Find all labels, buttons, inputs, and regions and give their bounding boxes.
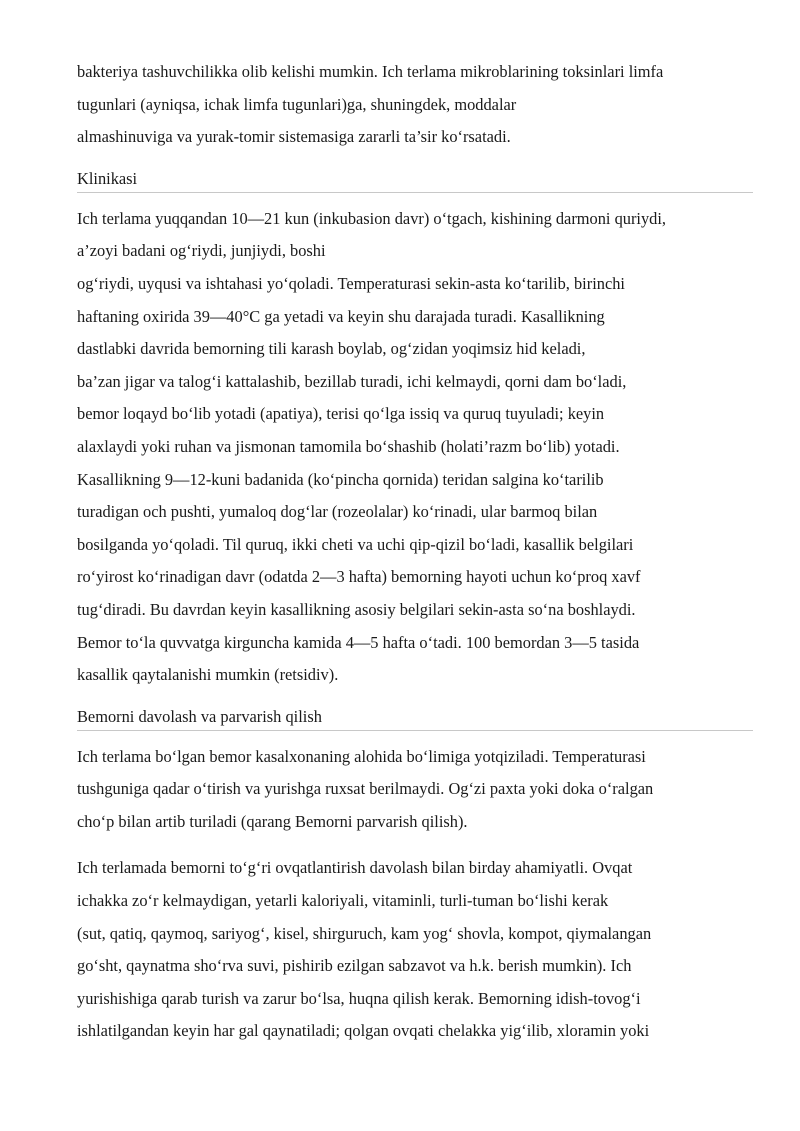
text-line: a’zoyi badani og‘riydi, junjiydi, boshi [77,241,326,261]
text-line: ro‘yirost ko‘rinadigan davr (odatda 2—3 hafta) bemorning hayoti uchun ko‘proq xavf [77,567,641,587]
text-line: cho‘p bilan artib turiladi (qarang Bemorni parvarish qilish). [77,811,468,831]
text-line: kasallik qaytalanishi mumkin (retsidiv). [77,665,339,685]
text-line: haftaning oxirida 39—40°C ga yetadi va keyin shu darajada turadi. Kasallikning [77,306,605,326]
text-line: turadigan och pushti, yumaloq dog‘lar (rozeolalar) ko‘rinadi, ular barmoq bilan [77,502,598,522]
text-line: Ich terlama yuqqandan 10—21 kun (inkubasion davr) o‘tgach, kishining darmoni quriydi, [77,208,667,228]
text-line: og‘riydi, uyqusi va ishtahasi yo‘qoladi. Temperaturasi sekin-asta ko‘tarilib, birinchi [77,273,625,293]
klinikasi-paragraph [77,203,753,692]
text-line: bemor loqayd bo‘lib yotadi (apatiya), terisi qo‘lga issiq va quruq tuyuladi; keyin [77,404,605,424]
text-line: ichakka zo‘r kelmaydigan, yetarli kaloriyali, vitaminli, turli-tuman bo‘lishi kerak [77,891,609,911]
text-line: Bemor to‘la quvvatga kirguncha kamida 4—5 hafta o‘tadi. 100 bemordan 3—5 tasida [77,632,640,652]
text-line: alaxlaydi yoki ruhan va jismonan tamomila bo‘shashib (holati’razm bo‘lib) yotadi. [77,436,620,456]
text-line: ba’zan jigar va talog‘i kattalashib, bezillab turadi, ichi kelmaydi, qorni dam bo‘ladi, [77,371,627,391]
text-line: tugunlari (ayniqsa, ichak limfa tugunlari)ga, shuningdek, moddalar [77,94,517,114]
text-line: go‘sht, qaynatma sho‘rva suvi, pishirib ezilgan sabzavot va h.k. berish mumkin). Ich [77,956,632,976]
text-line: Kasallikning 9—12-kuni badanida (ko‘pincha qornida) teridan salgina ko‘tarilib [77,469,604,489]
text-line: (sut, qatiq, qaymoq, sariyog‘, kisel, shirguruch, kam yog‘ shovla, kompot, qiymalangan [77,923,652,943]
davolash-paragraph-1 [77,741,753,839]
text-line: yurishishiga qarab turish va zarur bo‘lsa, huqna qilish kerak. Bemorning idish-tovog‘i [77,988,641,1008]
text-line: dastlabki davrida bemorning tili karash boylab, og‘zidan yoqimsiz hid keladi, [77,339,586,359]
text-line: tug‘diradi. Bu davrdan keyin kasallikning asosiy belgilari sekin-asta so‘na boshlaydi. [77,599,636,619]
text-line: bakteriya tashuvchilikka olib kelishi mumkin. Ich terlama mikroblarining toksinlari limfa [77,62,664,81]
text-line: Ich terlamada bemorni to‘g‘ri ovqatlantirish davolash bilan birday ahamiyatli. Ovqat [77,858,633,878]
section-heading-klinikasi: Klinikasi [77,168,753,193]
text-line: tushguniga qadar o‘tirish va yurishga ruxsat berilmaydi. Og‘zi paxta yoki doka o‘ralgan [77,779,654,799]
intro-paragraph [77,56,753,154]
text-line: ishlatilgandan keyin har gal qaynatiladi; qolgan ovqati chelakka yig‘ilib, xloramin yoki [77,1021,650,1041]
section-heading-davolash: Bemorni davolash va parvarish qilish [77,706,753,731]
text-line: bosilganda yo‘qoladi. Til quruq, ikki cheti va uchi qip-qizil bo‘ladi, kasallik belgilari [77,534,634,554]
document-page [77,56,753,1062]
text-line: almashinuviga va yurak-tomir sistemasiga zararli ta’sir ko‘rsatadi. [77,127,511,147]
davolash-paragraph-2 [77,852,753,1048]
text-line: Ich terlama bo‘lgan bemor kasalxonaning alohida bo‘limiga yotqiziladi. Temperaturasi [77,746,646,766]
